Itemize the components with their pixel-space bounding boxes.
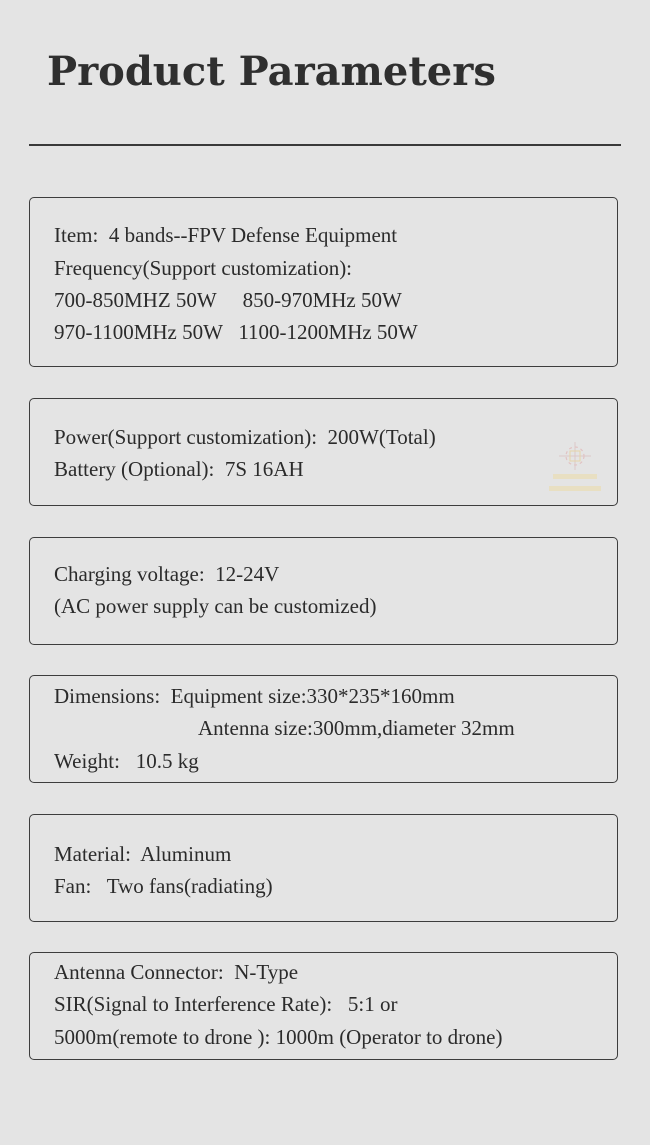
spec-line-antenna-connector: Antenna Connector: N-Type [54, 960, 299, 984]
spec-line-equipment-size: Dimensions: Equipment size:330*235*160mm [54, 684, 455, 708]
spec-card-power-battery [29, 398, 618, 506]
spec-line-frequency-bands-2: 970-1100MHz 50W 1100-1200MHz 50W [54, 320, 418, 344]
title-divider [29, 144, 621, 146]
spec-line-charging-voltage: Charging voltage: 12-24V [54, 562, 280, 586]
spec-line-weight: Weight: 10.5 kg [54, 749, 199, 773]
spec-card-charging [29, 537, 618, 645]
spec-line-sir: SIR(Signal to Interference Rate): 5:1 or [54, 992, 398, 1016]
spec-line-fan: Fan: Two fans(radiating) [54, 874, 273, 898]
spec-line-battery: Battery (Optional): 7S 16AH [54, 457, 304, 481]
page-title: Product Parameters [47, 48, 496, 95]
spec-card-material [29, 814, 618, 922]
crosshair-logo-icon [545, 438, 605, 498]
spec-line-range: 5000m(remote to drone ): 1000m (Operator to drone) [54, 1025, 503, 1049]
spec-line-frequency-label: Frequency(Support customization): [54, 256, 353, 280]
spec-line-power: Power(Support customization): 200W(Total) [54, 425, 436, 449]
spec-line-antenna-size: Antenna size:300mm,diameter 32mm [198, 716, 515, 740]
spec-line-ac-power: (AC power supply can be customized) [54, 594, 377, 618]
spec-line-material: Material: Aluminum [54, 842, 232, 866]
spec-line-frequency-bands-1: 700-850MHZ 50W 850-970MHz 50W [54, 288, 402, 312]
spec-line-item: Item: 4 bands--FPV Defense Equipment [54, 223, 398, 247]
